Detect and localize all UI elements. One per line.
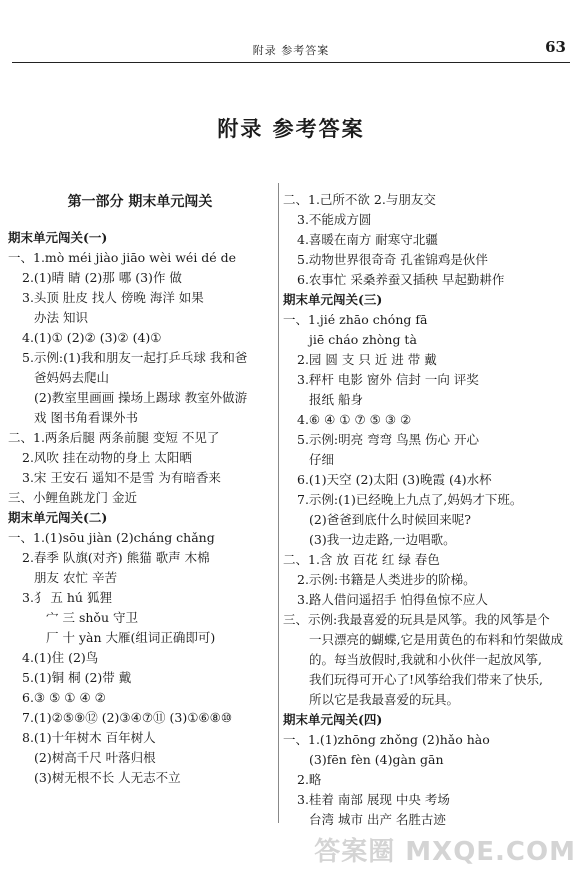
- answer-line: 7.(1)②⑤⑨⑫ (2)③④⑦⑪ (3)①⑥⑧⑩: [22, 710, 233, 725]
- answer-line: 一、1.(1)sōu jiàn (2)cháng chǎng: [8, 530, 215, 545]
- answer-line: (3)树无根不长 人无志不立: [34, 770, 181, 785]
- answer-line: 办法 知识: [34, 310, 88, 325]
- right-column: [283, 190, 575, 830]
- answer-line: 3.犭 五 hú 狐狸: [22, 590, 112, 605]
- page-number: 63: [545, 38, 566, 56]
- section-heading: 期末单元闯关(三): [283, 292, 383, 307]
- answer-line: 4.(1)① (2)② (3)② (4)①: [22, 330, 162, 345]
- answer-line: 5.(1)铜 桐 (2)带 戴: [22, 670, 132, 685]
- answer-line: 3.路人借问遥招手 怕得鱼惊不应人: [297, 592, 488, 607]
- watermark-stamp: [314, 831, 576, 868]
- answer-line: 一、1.jié zhāo chóng fā: [283, 312, 428, 327]
- answer-line: (2)教室里画画 操场上踢球 教室外做游: [34, 390, 248, 405]
- answer-line: 4.⑥ ④ ① ⑦ ⑤ ③ ②: [297, 412, 412, 427]
- answer-line: 5.示例:(1)我和朋友一起打乒乓球 我和爸: [22, 350, 248, 365]
- part-heading: 第一部分 期末单元闯关: [67, 194, 213, 210]
- answer-line: (2)爸爸到底什么时候回来呢?: [309, 512, 471, 527]
- answer-line: 6.③ ⑤ ① ④ ②: [22, 690, 106, 705]
- answer-line: 台湾 城市 出产 名胜古迹: [309, 812, 446, 827]
- answer-line: 2.示例:书籍是人类进步的阶梯。: [297, 572, 476, 587]
- answer-line: 三、小鲤鱼跳龙门 金近: [8, 490, 137, 505]
- answer-line: 5.动物世界很奇奇 孔雀锦鸡是伙伴: [297, 252, 488, 267]
- answer-line: 2.风吹 挂在动物的身上 太阳晒: [22, 450, 192, 465]
- section-heading: 期末单元闯关(一): [8, 230, 108, 245]
- answer-line: 戏 图书角看课外书: [34, 410, 138, 425]
- answer-line: 3.桂着 南部 展现 中央 考场: [297, 792, 450, 807]
- answer-line: 二、1.两条后腿 两条前腿 变短 不见了: [8, 430, 220, 445]
- section-heading: 期末单元闯关(四): [283, 712, 383, 727]
- answer-line: 仔细: [309, 452, 335, 467]
- answer-line: 2.(1)晴 睛 (2)那 哪 (3)作 做: [22, 270, 182, 285]
- answer-line: 我们玩得可开心了!风筝给我们带来了快乐,: [309, 672, 543, 687]
- answer-line: 二、1.己所不欲 2.与朋友交: [283, 192, 436, 207]
- answer-line: 的。每当放假时,我就和小伙伴一起放风筝,: [309, 652, 542, 667]
- answer-line: 3.头顶 肚皮 找人 傍晚 海洋 如果: [22, 290, 204, 305]
- page-title: 附录 参考答案: [217, 116, 365, 141]
- header-title: 附录 参考答案: [252, 44, 330, 57]
- answer-line: jiē cháo zhòng tà: [309, 332, 417, 347]
- answer-line: 7.示例:(1)已经晚上九点了,妈妈才下班。: [297, 492, 523, 507]
- answer-line: 2.略: [297, 772, 322, 787]
- answer-line: 3.宋 王安石 遥知不是雪 为有暗香来: [22, 470, 221, 485]
- answer-line: 一只漂亮的蝴蝶,它是用黄色的布料和竹架做成: [309, 632, 563, 647]
- answer-line: 爸妈妈去爬山: [34, 370, 110, 385]
- answer-line: 8.(1)十年树木 百年树人: [22, 730, 156, 745]
- answer-line: 3.不能成方圆: [297, 212, 372, 227]
- answer-line: 朋友 农忙 辛苦: [34, 570, 117, 585]
- page-header: [12, 36, 570, 63]
- watermark-text: 答案圈 MXQE.COM: [314, 837, 576, 867]
- left-column: [8, 190, 272, 788]
- answer-line: 6.农事忙 采桑养蚕又插秧 早起勤耕作: [297, 272, 505, 287]
- answer-line: (3)fēn fèn (4)gàn gān: [309, 752, 444, 767]
- answer-line: 三、示例:我最喜爱的玩具是风筝。我的风筝是个: [283, 612, 550, 627]
- answer-line: 4.喜暖在南方 耐寒守北疆: [297, 232, 438, 247]
- answer-line: 2.园 圆 支 只 近 进 带 戴: [297, 352, 437, 367]
- answer-line: 2.春季 队旗(对齐) 熊猫 歌声 木棉: [22, 550, 210, 565]
- answer-line: 5.示例:明亮 弯弯 鸟黑 伤心 开心: [297, 432, 480, 447]
- answer-line: 一、1.(1)zhōng zhǒng (2)hǎo hào: [283, 732, 490, 747]
- answer-line: 二、1.含 放 百花 红 绿 春色: [283, 552, 440, 567]
- answer-line: (2)树高千尺 叶落归根: [34, 750, 156, 765]
- column-divider: [278, 183, 279, 823]
- answer-line: 4.(1)住 (2)鸟: [22, 650, 99, 665]
- answer-line: 6.(1)天空 (2)太阳 (3)晚霞 (4)水杯: [297, 472, 492, 487]
- answer-line: 3.秤杆 电影 窗外 信封 一向 评奖: [297, 372, 479, 387]
- section-heading: 期末单元闯关(二): [8, 510, 108, 525]
- answer-line: 宀 三 shǒu 守卫: [46, 610, 138, 625]
- answer-line: 报纸 船身: [309, 392, 363, 407]
- answer-line: 所以它是我最喜爱的玩具。: [309, 692, 460, 707]
- answer-line: (3)我一边走路,一边唱歌。: [309, 532, 456, 547]
- answer-line: 厂 十 yàn 大雁(组词正确即可): [46, 630, 216, 645]
- answer-line: 一、1.mò méi jiào jiāo wèi wéi dé de: [8, 250, 237, 265]
